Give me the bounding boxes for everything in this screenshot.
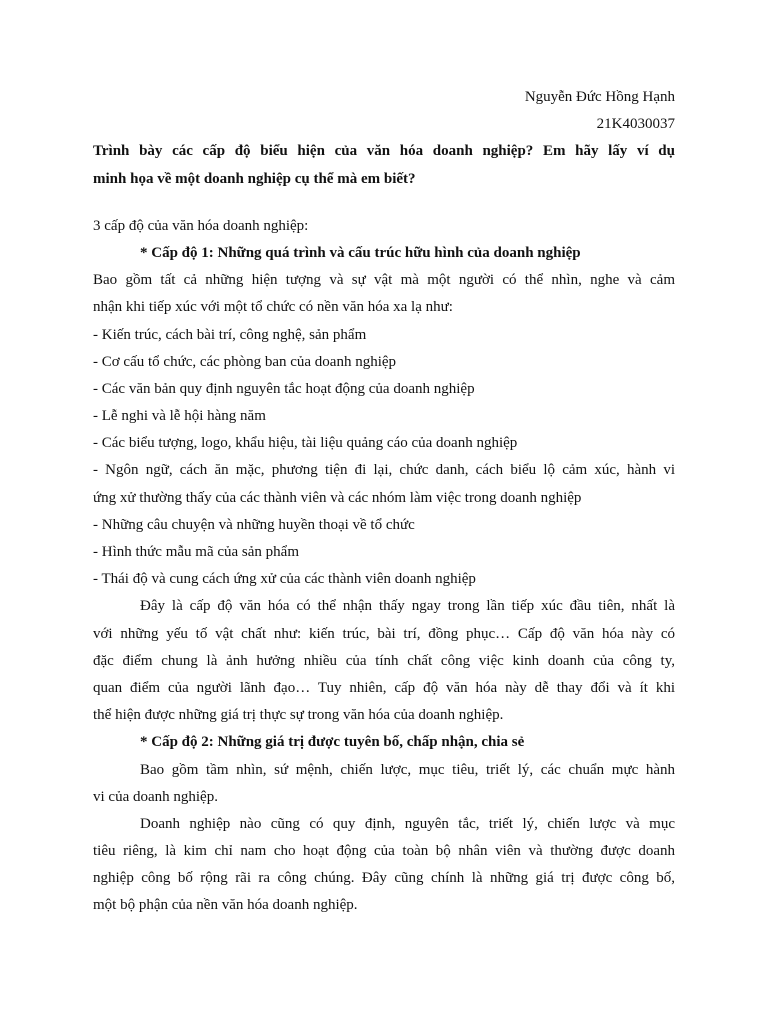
list-item: - Hình thức mẫu mã của sản phẩm <box>93 544 299 560</box>
document-page <box>93 84 675 920</box>
author-name: Nguyễn Đức Hồng Hạnh <box>524 89 675 105</box>
level2-heading: * Cấp độ 2: Những giá trị được tuyên bố, chấp nhận, chia sẻ <box>140 734 525 751</box>
list-item: - Cơ cấu tổ chức, các phòng ban của doanh nghiệp <box>93 353 397 370</box>
level1-summary-line-5: thể hiện được những giá trị thực sự trong văn hóa của doanh nghiệp. <box>93 707 504 724</box>
student-id: 21K4030037 <box>596 116 675 133</box>
level2-para2-line-1: Doanh nghiệp nào cũng có quy định, nguyên tắc, triết lý, chiến lược và mục <box>140 815 675 832</box>
level2-para2-line-3: nghiệp công bố rộng rãi ra công chúng. Đây cũng chính là những giá trị được công bố, <box>93 870 675 887</box>
level1-desc-line-2: nhận khi tiếp xúc với một tổ chức có nền văn hóa xa lạ như: <box>93 299 453 316</box>
list-item-continuation: ứng xử thường thấy của các thành viên và các nhóm làm việc trong doanh nghiệp <box>93 489 582 506</box>
level1-summary-line-4: quan điểm của người lãnh đạo… Tuy nhiên, cấp độ văn hóa này dễ thay đổi và ít khi <box>93 679 675 696</box>
level1-desc-line-1: Bao gồm tất cả những hiện tượng và sự vật mà một người có thể nhìn, nghe và cảm <box>93 272 675 289</box>
level2-para1-line-1: Bao gồm tầm nhìn, sứ mệnh, chiến lược, mục tiêu, triết lý, các chuẩn mực hành <box>140 761 675 778</box>
question-line-1: Trình bày các cấp độ biểu hiện của văn hóa doanh nghiệp? Em hãy lấy ví dụ <box>93 143 675 160</box>
level2-para1-line-2: vi của doanh nghiệp. <box>93 788 218 805</box>
list-item: - Những câu chuyện và những huyền thoại về tổ chức <box>93 516 415 533</box>
level1-summary-line-1: Đây là cấp độ văn hóa có thể nhận thấy ngay trong lần tiếp xúc đầu tiên, nhất là <box>140 598 675 615</box>
list-item: - Ngôn ngữ, cách ăn mặc, phương tiện đi lại, chức danh, cách biểu lộ cảm xúc, hành vi <box>93 462 675 479</box>
level1-summary-line-2: với những yếu tố vật chất như: kiến trúc, bài trí, đồng phục… Cấp độ văn hóa này có <box>93 625 675 642</box>
list-item: - Các biểu tượng, logo, khẩu hiệu, tài liệu quảng cáo của doanh nghiệp <box>93 435 518 452</box>
spacer <box>93 193 675 213</box>
level1-summary-line-3: đặc điểm chung là ảnh hưởng nhiều của tính chất công việc kinh doanh của công ty, <box>93 652 675 669</box>
question-line-2: minh họa về một doanh nghiệp cụ thể mà em biết? <box>93 170 416 187</box>
level2-para2-line-2: tiêu riêng, là kim chỉ nam cho hoạt động của toàn bộ nhân viên và thường được doanh <box>93 843 675 860</box>
list-item: - Kiến trúc, cách bài trí, công nghệ, sản phẩm <box>93 326 367 343</box>
level1-heading: * Cấp độ 1: Những quá trình và cấu trúc hữu hình của doanh nghiệp <box>140 244 581 261</box>
list-item: - Lễ nghi và lễ hội hàng năm <box>93 408 266 425</box>
level2-para2-line-4: một bộ phận của nền văn hóa doanh nghiệp. <box>93 897 358 914</box>
list-item: - Các văn bản quy định nguyên tắc hoạt động của doanh nghiệp <box>93 380 475 397</box>
intro-text: 3 cấp độ của văn hóa doanh nghiệp: <box>93 217 309 234</box>
list-item: - Thái độ và cung cách ứng xử của các thành viên doanh nghiệp <box>93 571 476 588</box>
